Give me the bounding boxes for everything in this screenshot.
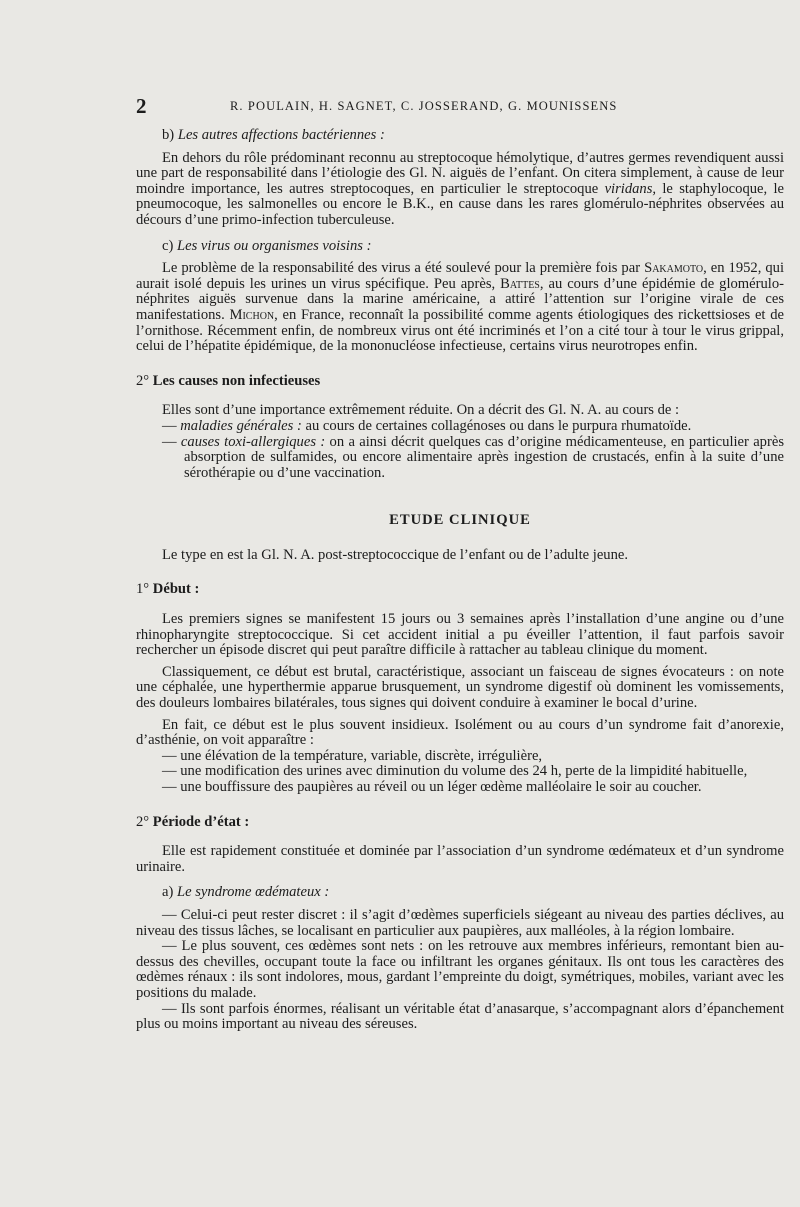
page-number: 2 [136, 94, 147, 118]
list-item: — une modification des urines avec diminution du volume des 24 h, perte de la limpidité habituelle, [162, 763, 748, 780]
subsection-heading-c: c) Les virus ou organismes voisins : [162, 237, 372, 254]
article-body [136, 128, 784, 1033]
list-item: — maladies générales : au cours de certaines collagénoses ou dans le purpura rhumatoïde. [162, 417, 692, 434]
author-name: Battes [500, 275, 540, 292]
section-heading: 2° Période d’état : [136, 813, 250, 830]
list-item: — une élévation de la température, variable, discrète, irrégulière, [162, 747, 543, 764]
paragraph: — Ils sont parfois énormes, réalisant un véritable état d’anasarque, s’accompagnant alors d’épanchement plus ou moins important au niveau des séreuses. [136, 1000, 784, 1033]
subsection-heading-a: a) Le syndrome œdémateux : [162, 884, 330, 901]
paragraph: Elle est rapidement constituée et dominée par l’association d’un syndrome œdémateux et d’un syndrome urinaire. [136, 843, 784, 875]
authors-line: R. POULAIN, H. SAGNET, C. JOSSERAND, G. MOUNISSENS [230, 99, 618, 113]
section-heading: 2° Les causes non infectieuses [136, 372, 321, 389]
paragraph: Le problème de la responsabilité des virus a été soulevé pour la première fois par Sakamoto, en 1952, qui aurait isolé depuis les urines un virus spécifique. Peu après, Battes, au cours d’une épidémie de glomérulo-néphrites aiguës survenue dans la marine américaine, a attiré l’attention sur l’origine virale de ces manifestations. Michon, en France, reconnaît la possibilité comme agents étiologiques des rickettsioses et de l’ornithose. Récemment enfin, de nombreux virus ont été incriminés et l’on a cité tour à tour le virus grippal, celui de l’hépatite épidémique, de la mononucléose infectieuse, certains virus neurotropes enfin. [136, 260, 784, 355]
paragraph: Le type en est la Gl. N. A. post-streptococcique de l’enfant ou de l’adulte jeune. [162, 546, 629, 563]
subsection-title: Les autres affections bactériennes : [177, 127, 385, 143]
list-item: — une bouffissure des paupières au réveil ou un léger œdème malléolaire le soir au coucher. [162, 779, 702, 795]
paragraph: En fait, ce début est le plus souvent insidieux. Isolément ou au cours d’un syndrome fait d’anorexie, d’asthénie, on voit apparaître : [136, 716, 784, 749]
paragraph: Elles sont d’une importance extrêmement réduite. On a décrit des Gl. N. A. au cours de : [162, 402, 680, 419]
list-item: — causes toxi-allergiques : on a ainsi décrit quelques cas d’origine médicamenteuse, en particulier après absorption de sulfamides, ou encore alimentaire après ingestion de crustacés, enfin à la suite d’une sérothérapie ou d’une vaccination. [162, 433, 784, 481]
subsection-heading-b: b) Les autres affections bactériennes : [162, 127, 385, 143]
section-heading: 1° Début : [136, 581, 200, 598]
subsection-title: Les virus ou organismes voisins : [177, 237, 372, 254]
running-header [136, 94, 786, 118]
paragraph: — Celui-ci peut rester discret : il s’agit d’œdèmes superficiels siégeant au niveau des parties déclives, au niveau des tissus lâches, se localisant en particulier aux paupières, aux malléoles, à la région lombaire. [136, 906, 784, 939]
paragraph: En dehors du rôle prédominant reconnu au streptocoque hémolytique, d’autres germes revendiquent aussi une part de responsabilité dans l’étiologie des Gl. N. aiguës de l’enfant. On citera simplement, à cause de leur moindre importance, les autres streptocoques, en particulier le streptocoque viridans, le staphylocoque, le pneumocoque, les salmonelles ou encore le B.K., en cause dans les rares glomérulo-néphrites observées au décours d’une primo-infection tuberculeuse. [136, 149, 785, 228]
chapter-title: ETUDE CLINIQUE [389, 512, 531, 529]
author-name: Sakamoto [644, 260, 704, 277]
subsection-title: Le syndrome œdémateux : [177, 884, 330, 901]
paragraph: Classiquement, ce début est brutal, caractéristique, associant un faisceau de signes évocateurs : on note une céphalée, une hyperthermie apparue brusquement, un syndrome digestif où dominent les vomissements, des douleurs lombaires bilatérales, tous signes qui doivent conduire à examiner le bocal d’urine. [136, 663, 784, 712]
paragraph: — Le plus souvent, ces œdèmes sont nets : on les retrouve aux membres inférieurs, remontant bien au-dessus des chevilles, occupant toute la face ou infiltrant les organes génitaux. Ils ont tous les caractères des œdèmes rénaux : ils sont indolores, mous, gardant l’empreinte du doigt, symétriques, mobiles, variant avec les positions du malade. [136, 938, 784, 1001]
paragraph: Les premiers signes se manifestent 15 jours ou 3 semaines après l’installation d’une angine ou d’une rhinopharyngite streptococcique. Si cet accident initial a pu éveiller l’attention, il faut parfois savoir rechercher un épisode discret qui peut paraître difficile à rattacher au tableau clinique du moment. [136, 611, 784, 659]
author-name: Michon [229, 306, 275, 323]
